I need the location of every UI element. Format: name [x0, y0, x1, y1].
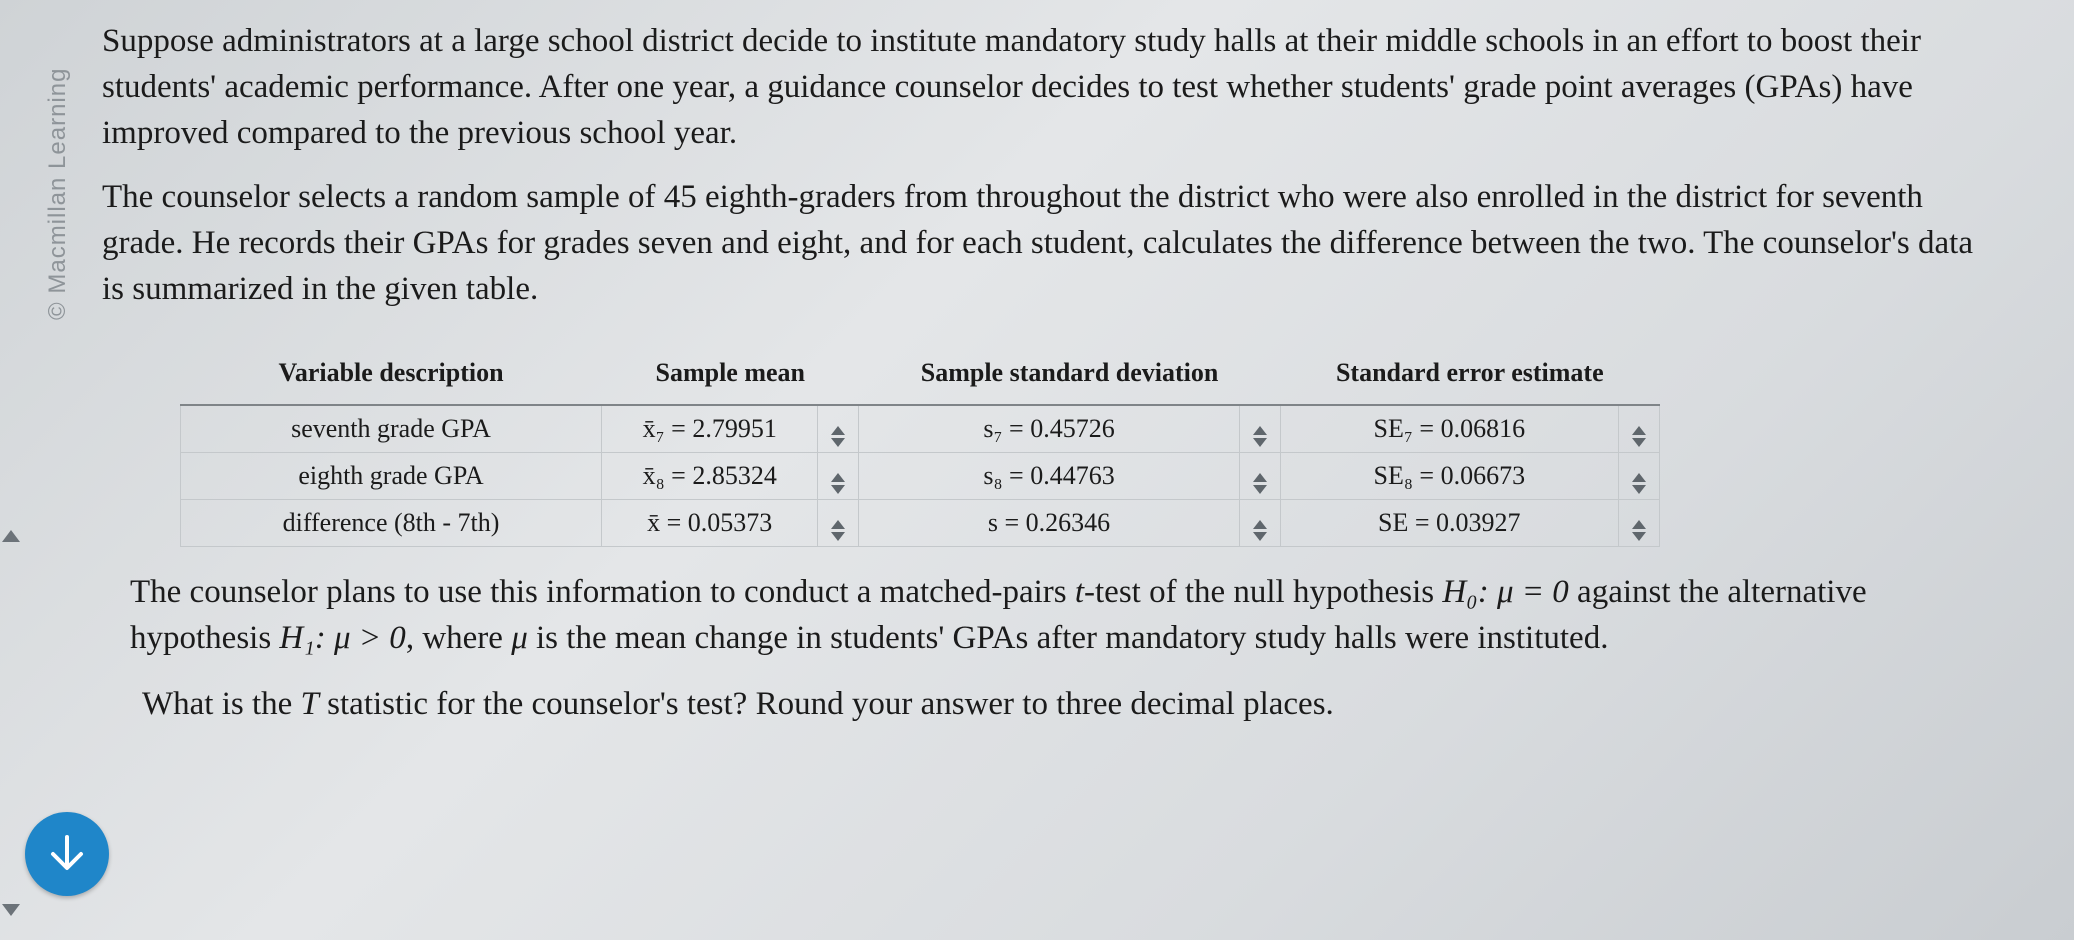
T-symbol: T [300, 686, 319, 722]
row-sd: s₈ = 0.44763 [859, 453, 1239, 500]
table-row [181, 405, 1660, 453]
copyright-watermark: © Macmillan Learning [44, 67, 71, 320]
sort-arrows-icon[interactable] [831, 473, 845, 494]
table-row [181, 500, 1660, 547]
row-se: SE = 0.03927 [1280, 500, 1618, 547]
mu-symbol: μ [511, 620, 528, 656]
data-table [180, 346, 1660, 547]
row-sd: s₇ = 0.45726 [859, 405, 1239, 453]
row-se: SE₇ = 0.06816 [1280, 405, 1618, 453]
sort-arrows-icon[interactable] [1253, 426, 1267, 447]
row-mean: x̄₇ = 2.79951 [602, 405, 818, 453]
header-sd: Sample standard deviation [859, 346, 1280, 405]
header-mean: Sample mean [602, 346, 859, 405]
sd-sort-control[interactable] [1239, 405, 1280, 453]
arrow-down-icon [44, 831, 90, 877]
hypothesis-text-a: The counselor plans to use this information to conduct a matched-pairs [130, 574, 1075, 610]
table-header-row [181, 346, 1660, 405]
row-mean: x̄ = 0.05373 [602, 500, 818, 547]
sd-sort-control[interactable] [1239, 500, 1280, 547]
scroll-down-arrow-icon[interactable] [2, 904, 20, 916]
row-description: eighth grade GPA [181, 453, 602, 500]
sd-sort-control[interactable] [1239, 453, 1280, 500]
sort-arrows-icon[interactable] [831, 520, 845, 541]
next-button[interactable] [25, 812, 109, 896]
sort-arrows-icon[interactable] [1253, 473, 1267, 494]
left-rail [0, 0, 80, 940]
row-description: seventh grade GPA [181, 405, 602, 453]
hypothesis-text-b: -test of the null hypothesis [1084, 574, 1443, 610]
mean-sort-control[interactable] [818, 500, 859, 547]
se-sort-control[interactable] [1619, 405, 1660, 453]
se-sort-control[interactable] [1619, 453, 1660, 500]
header-variable: Variable description [181, 346, 602, 405]
intro-paragraph-1: Suppose administrators at a large school district decide to institute mandatory study halls at their middle schools in an effort to boost their students' academic performance. After one year, a guidance counselor decides to test whether students' grade point averages (GPAs) have improved compared to the previous school year. [102, 23, 1921, 151]
sort-arrows-icon[interactable] [831, 426, 845, 447]
header-se: Standard error estimate [1280, 346, 1659, 405]
hypothesis-text-d: , where [405, 620, 512, 656]
hypothesis-text-c: against the alternative hypothesis [130, 574, 1867, 656]
question-text-b: statistic for the counselor's test? Round your answer to three decimal places. [318, 686, 1334, 722]
sort-arrows-icon[interactable] [1253, 520, 1267, 541]
row-se: SE₈ = 0.06673 [1280, 453, 1618, 500]
hypothesis-paragraph [130, 569, 2002, 661]
problem-content [102, 18, 2002, 727]
mean-sort-control[interactable] [818, 405, 859, 453]
question-paragraph [142, 681, 2002, 727]
null-hypothesis: H₀: μ = 0 [1442, 574, 1569, 610]
alternative-hypothesis: H₁: μ > 0 [279, 620, 406, 656]
data-table-container [180, 346, 1660, 547]
intro-paragraph-2: The counselor selects a random sample of 45 eighth-graders from throughout the district who were also enrolled in the district for seventh grade. He records their GPAs for grades seven and eight, and for each student, calculates the difference between the two. The counselor's data is summarized in the given table. [102, 179, 1973, 307]
scroll-up-arrow-icon[interactable] [2, 530, 20, 542]
table-row [181, 453, 1660, 500]
row-description: difference (8th - 7th) [181, 500, 602, 547]
sort-arrows-icon[interactable] [1632, 520, 1646, 541]
sort-arrows-icon[interactable] [1632, 426, 1646, 447]
question-text-a: What is the [142, 686, 301, 722]
t-symbol: t [1074, 574, 1085, 610]
se-sort-control[interactable] [1619, 500, 1660, 547]
sort-arrows-icon[interactable] [1632, 473, 1646, 494]
hypothesis-text-e: is the mean change in students' GPAs after mandatory study halls were instituted. [527, 620, 1609, 656]
row-mean: x̄₈ = 2.85324 [602, 453, 818, 500]
row-sd: s = 0.26346 [859, 500, 1239, 547]
mean-sort-control[interactable] [818, 453, 859, 500]
